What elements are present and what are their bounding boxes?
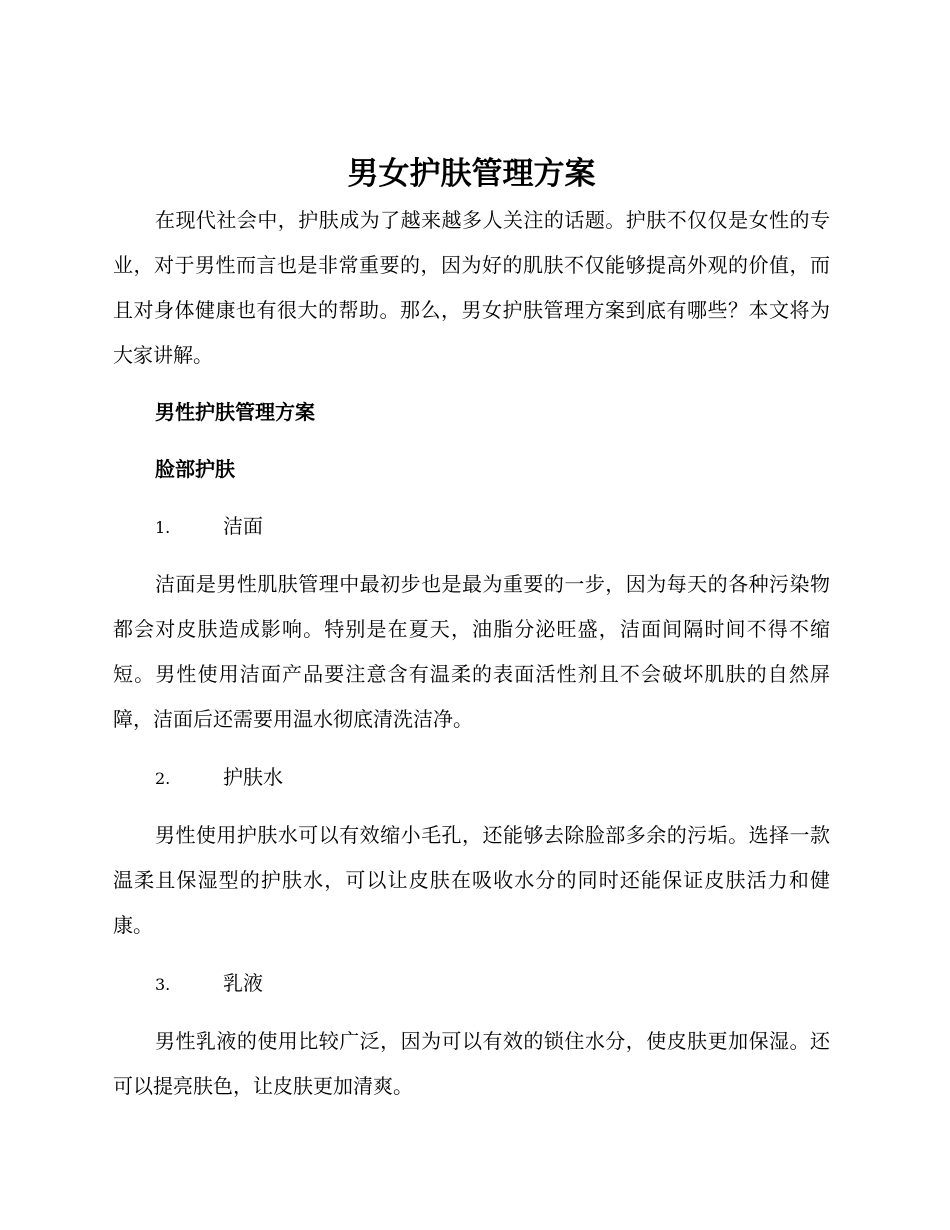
- list-number: 3.: [155, 975, 171, 994]
- list-number: 1.: [155, 518, 171, 537]
- spacer: [113, 492, 830, 504]
- list-item-lotion: [113, 961, 830, 1007]
- document-body: [113, 150, 830, 1109]
- list-item-cleanser: [113, 504, 830, 550]
- toner-paragraph: 男性使用护肤水可以有效缩小毛孔，还能够去除脸部多余的污垢。选择一款温柔且保湿型的护肤水，可以让皮肤在吸收水分的同时还能保证皮肤活力和健康。: [113, 823, 830, 937]
- document-title: 男女护肤管理方案: [347, 156, 596, 192]
- list-item-toner: [113, 755, 830, 801]
- list-label: 乳液: [223, 971, 263, 995]
- list-label: 护肤水: [223, 765, 283, 789]
- spacer: [113, 801, 830, 813]
- intro-paragraph: 在现代社会中，护肤成为了越来越多人关注的话题。护肤不仅仅是女性的专业，对于男性而言也是非常重要的，因为好的肌肤不仅能够提高外观的价值，而且对身体健康也有很大的帮助。那么，男女护肤管理方案到底有哪些？本文将为大家讲解。: [113, 208, 830, 367]
- section-heading: 男性护肤管理方案: [155, 400, 315, 424]
- spacer: [113, 948, 830, 961]
- list-number: 2.: [155, 769, 171, 788]
- spacer: [113, 1007, 830, 1019]
- lotion-paragraph: 男性乳液的使用比较广泛，因为可以有效的锁住水分，使皮肤更加保湿。还可以提亮肤色，让皮肤更加清爽。: [113, 1029, 830, 1098]
- subsection-heading: 脸部护肤: [155, 457, 235, 481]
- spacer: [113, 378, 830, 390]
- spacer: [113, 742, 830, 755]
- spacer: [113, 550, 830, 562]
- spacer: [113, 435, 830, 447]
- cleanser-paragraph: 洁面是男性肌肤管理中最初步也是最为重要的一步，因为每天的各种污染物都会对皮肤造成影响。特别是在夏天，油脂分泌旺盛，洁面间隔时间不得不缩短。男性使用洁面产品要注意含有温柔的表面活性剂且不会破坏肌肤的自然屏障，洁面后还需要用温水彻底清洗洁净。: [113, 572, 830, 731]
- list-label: 洁面: [223, 514, 263, 538]
